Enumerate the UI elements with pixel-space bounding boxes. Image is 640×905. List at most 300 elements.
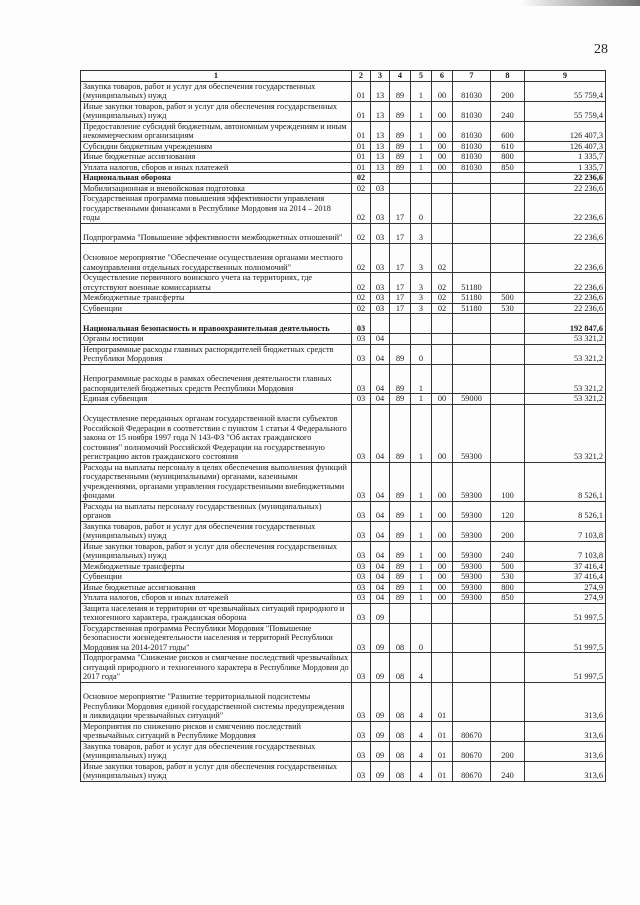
row-col-7: 59000 — [453, 394, 491, 405]
row-col-3: 04 — [371, 344, 390, 364]
row-name: Государственная программа повышения эффективности управления государственными финансами в Республике Мордовия на 2014 – 2018 годы — [81, 194, 352, 224]
row-col-3: 04 — [371, 501, 390, 521]
row-col-6 — [432, 653, 453, 683]
table-body — [81, 81, 606, 781]
row-col-6: 02 — [432, 243, 453, 273]
row-col-5: 1 — [411, 541, 432, 561]
row-col-8: 100 — [491, 462, 525, 501]
row-name: Субсидии бюджетным учреждениям — [81, 141, 352, 152]
row-col-8 — [491, 364, 525, 394]
row-col-3: 09 — [371, 761, 390, 781]
row-col-6: 00 — [432, 501, 453, 521]
table-row — [81, 141, 606, 152]
table-row — [81, 81, 606, 101]
row-col-4: 89 — [390, 141, 411, 152]
row-sum: 22 236,6 — [525, 173, 606, 184]
row-col-8: 850 — [491, 162, 525, 173]
row-col-7 — [453, 364, 491, 394]
row-col-5 — [411, 603, 432, 623]
row-col-3: 09 — [371, 653, 390, 683]
row-col-3: 04 — [371, 572, 390, 583]
row-sum: 8 526,1 — [525, 462, 606, 501]
row-col-5 — [411, 314, 432, 334]
row-col-3: 03 — [371, 194, 390, 224]
row-col-4: 89 — [390, 462, 411, 501]
table-row — [81, 223, 606, 243]
table-row — [81, 561, 606, 572]
row-sum: 53 321,2 — [525, 394, 606, 405]
row-sum: 55 759,4 — [525, 81, 606, 101]
row-col-6: 00 — [432, 541, 453, 561]
row-col-8 — [491, 243, 525, 273]
row-col-3: 03 — [371, 293, 390, 304]
row-col-6: 02 — [432, 293, 453, 304]
row-sum: 55 759,4 — [525, 101, 606, 121]
row-col-5: 4 — [411, 653, 432, 683]
row-col-2: 03 — [352, 334, 371, 345]
row-name: Иные закупки товаров, работ и услуг для обеспечения государственных (муниципальных) нужд — [81, 541, 352, 561]
row-col-7: 81030 — [453, 141, 491, 152]
row-col-4: 89 — [390, 364, 411, 394]
row-col-3: 09 — [371, 623, 390, 653]
row-col-5: 3 — [411, 243, 432, 273]
row-col-2: 03 — [352, 561, 371, 572]
row-col-7: 59300 — [453, 582, 491, 593]
row-name: Межбюджетные трансферты — [81, 561, 352, 572]
row-col-4: 17 — [390, 273, 411, 293]
row-col-5: 3 — [411, 293, 432, 304]
row-col-2: 03 — [352, 582, 371, 593]
row-sum: 1 335,7 — [525, 162, 606, 173]
row-name: Иные бюджетные ассигнования — [81, 152, 352, 163]
row-name: Основное мероприятие "Развитие территориальной подсистемы Республики Мордовия единой государственной системы предупреждения и ликвидации чрезвычайных ситуаций" — [81, 682, 352, 721]
row-col-2: 02 — [352, 293, 371, 304]
row-col-3: 04 — [371, 593, 390, 604]
row-col-4: 17 — [390, 243, 411, 273]
row-col-7: 59300 — [453, 561, 491, 572]
row-sum: 53 321,2 — [525, 344, 606, 364]
header-col-3: 3 — [371, 71, 390, 82]
row-col-4: 89 — [390, 121, 411, 141]
row-col-8: 120 — [491, 501, 525, 521]
row-col-8 — [491, 194, 525, 224]
row-col-4: 08 — [390, 761, 411, 781]
row-col-6: 00 — [432, 152, 453, 163]
row-col-8: 500 — [491, 561, 525, 572]
table-row — [81, 582, 606, 593]
table-row — [81, 364, 606, 394]
row-col-4: 89 — [390, 593, 411, 604]
row-col-8: 240 — [491, 541, 525, 561]
row-name: Основное мероприятие "Обеспечение осуществления органами местного самоуправления отдельных государственных полномочий" — [81, 243, 352, 273]
row-name: Непрограммные расходы главных распорядителей бюджетных средств Республики Мордовия — [81, 344, 352, 364]
row-col-8 — [491, 603, 525, 623]
row-col-2: 03 — [352, 623, 371, 653]
row-col-6 — [432, 314, 453, 334]
table-row — [81, 603, 606, 623]
row-col-7 — [453, 173, 491, 184]
row-col-6: 00 — [432, 462, 453, 501]
row-col-4: 89 — [390, 561, 411, 572]
row-col-5: 1 — [411, 593, 432, 604]
row-col-5: 4 — [411, 682, 432, 721]
row-sum: 126 407,3 — [525, 141, 606, 152]
header-col-6: 6 — [432, 71, 453, 82]
row-sum: 8 526,1 — [525, 501, 606, 521]
row-col-4: 89 — [390, 152, 411, 163]
table-row — [81, 682, 606, 721]
row-col-6: 00 — [432, 582, 453, 593]
table-row — [81, 243, 606, 273]
row-sum: 37 416,4 — [525, 572, 606, 583]
row-col-4: 89 — [390, 582, 411, 593]
row-col-5 — [411, 334, 432, 345]
row-col-2: 03 — [352, 344, 371, 364]
row-col-2: 03 — [352, 761, 371, 781]
row-col-6: 01 — [432, 741, 453, 761]
row-col-8: 240 — [491, 101, 525, 121]
page-number: 28 — [594, 42, 608, 57]
row-col-2: 01 — [352, 101, 371, 121]
row-col-8: 200 — [491, 521, 525, 541]
row-col-4 — [390, 603, 411, 623]
row-col-2: 03 — [352, 364, 371, 394]
row-col-2: 01 — [352, 152, 371, 163]
row-col-2: 02 — [352, 183, 371, 194]
row-name: Осуществление первичного воинского учета на территориях, где отсутствуют военные комиссариаты — [81, 273, 352, 293]
row-col-4: 17 — [390, 194, 411, 224]
row-col-7: 81030 — [453, 152, 491, 163]
row-col-7 — [453, 243, 491, 273]
row-col-8 — [491, 623, 525, 653]
row-col-3: 09 — [371, 741, 390, 761]
row-col-6: 00 — [432, 593, 453, 604]
row-col-6 — [432, 344, 453, 364]
row-sum: 1 335,7 — [525, 152, 606, 163]
row-col-7: 81030 — [453, 101, 491, 121]
row-col-2: 01 — [352, 121, 371, 141]
row-col-6: 00 — [432, 141, 453, 152]
row-col-6: 00 — [432, 81, 453, 101]
row-sum: 22 236,6 — [525, 243, 606, 273]
row-col-3: 03 — [371, 303, 390, 314]
row-col-6: 01 — [432, 761, 453, 781]
row-col-5: 1 — [411, 101, 432, 121]
row-sum: 51 997,5 — [525, 603, 606, 623]
row-col-7: 81030 — [453, 121, 491, 141]
header-col-1: 1 — [81, 71, 352, 82]
row-col-5: 1 — [411, 521, 432, 541]
row-col-5: 4 — [411, 721, 432, 741]
row-col-2: 03 — [352, 521, 371, 541]
row-col-4 — [390, 173, 411, 184]
row-col-6 — [432, 603, 453, 623]
row-col-6: 00 — [432, 521, 453, 541]
row-name: Национальная безопасность и правоохранительная деятельность — [81, 314, 352, 334]
row-col-7: 81030 — [453, 162, 491, 173]
row-name: Единая субвенция — [81, 394, 352, 405]
row-col-6: 00 — [432, 404, 453, 462]
table-header-row — [81, 71, 606, 82]
row-col-8: 240 — [491, 761, 525, 781]
row-col-3: 04 — [371, 364, 390, 394]
row-col-3: 13 — [371, 81, 390, 101]
row-sum: 313,6 — [525, 721, 606, 741]
row-col-2: 02 — [352, 173, 371, 184]
table-row — [81, 162, 606, 173]
row-col-5: 1 — [411, 582, 432, 593]
row-col-5: 1 — [411, 462, 432, 501]
table-row — [81, 721, 606, 741]
row-sum: 53 321,2 — [525, 334, 606, 345]
row-col-2: 03 — [352, 314, 371, 334]
row-col-3: 04 — [371, 561, 390, 572]
row-col-7: 59300 — [453, 572, 491, 583]
row-col-6: 02 — [432, 273, 453, 293]
row-sum: 22 236,6 — [525, 273, 606, 293]
row-col-5: 3 — [411, 303, 432, 314]
row-name: Закупка товаров, работ и услуг для обеспечения государственных (муниципальных) нужд — [81, 741, 352, 761]
row-name: Расходы на выплаты персоналу в целях обеспечения выполнения функций государственными (муниципальными) органами, казенными учреждениями, органами управления государственными внебюджетными фондами — [81, 462, 352, 501]
row-col-6: 01 — [432, 721, 453, 741]
row-col-6: 01 — [432, 682, 453, 721]
row-col-4: 89 — [390, 162, 411, 173]
row-col-3: 03 — [371, 243, 390, 273]
row-name: Уплата налогов, сборов и иных платежей — [81, 162, 352, 173]
row-col-4: 17 — [390, 303, 411, 314]
row-col-8: 610 — [491, 141, 525, 152]
scan-artifact — [520, 0, 640, 6]
row-col-7 — [453, 682, 491, 721]
row-sum: 274,9 — [525, 593, 606, 604]
row-name: Подпрограмма "Снижение рисков и смягчение последствий чрезвычайных ситуаций природного и техногенного характера в Республике Мордовия до 2017 года" — [81, 653, 352, 683]
row-col-7: 59300 — [453, 462, 491, 501]
row-col-4: 08 — [390, 653, 411, 683]
row-col-4: 89 — [390, 541, 411, 561]
row-sum: 22 236,6 — [525, 293, 606, 304]
row-col-6 — [432, 223, 453, 243]
row-col-7 — [453, 223, 491, 243]
table-row — [81, 101, 606, 121]
row-col-2: 03 — [352, 603, 371, 623]
row-sum: 22 236,6 — [525, 303, 606, 314]
row-col-4: 89 — [390, 572, 411, 583]
row-col-8: 200 — [491, 741, 525, 761]
row-col-2: 02 — [352, 273, 371, 293]
row-col-2: 03 — [352, 593, 371, 604]
row-col-8: 850 — [491, 593, 525, 604]
table-row — [81, 394, 606, 405]
row-col-7: 51180 — [453, 273, 491, 293]
table-row — [81, 334, 606, 345]
row-col-7: 80670 — [453, 741, 491, 761]
row-col-3: 09 — [371, 682, 390, 721]
row-col-3 — [371, 173, 390, 184]
table-row — [81, 121, 606, 141]
row-col-6 — [432, 623, 453, 653]
row-col-4 — [390, 183, 411, 194]
row-col-6: 00 — [432, 121, 453, 141]
header-col-8: 8 — [491, 71, 525, 82]
row-name: Защита населения и территории от чрезвычайных ситуаций природного и техногенного характера, гражданская оборона — [81, 603, 352, 623]
table-row — [81, 653, 606, 683]
row-col-5: 1 — [411, 394, 432, 405]
row-col-6 — [432, 194, 453, 224]
row-col-3: 04 — [371, 404, 390, 462]
row-col-5: 3 — [411, 273, 432, 293]
row-col-2: 03 — [352, 653, 371, 683]
row-col-4: 89 — [390, 404, 411, 462]
table-row — [81, 761, 606, 781]
row-sum: 37 416,4 — [525, 561, 606, 572]
row-col-4: 89 — [390, 501, 411, 521]
table-row — [81, 741, 606, 761]
row-col-6: 02 — [432, 303, 453, 314]
row-sum: 22 236,6 — [525, 223, 606, 243]
row-name: Иные закупки товаров, работ и услуг для обеспечения государственных (муниципальных) нужд — [81, 761, 352, 781]
row-col-7 — [453, 623, 491, 653]
row-sum: 192 847,6 — [525, 314, 606, 334]
row-col-2: 03 — [352, 394, 371, 405]
row-col-5: 1 — [411, 572, 432, 583]
row-name: Осуществление переданных органам государственной власти субъектов Российской Федерации в соответствии с пунктом 1 статьи 4 Федерального закона от 15 ноября 1997 года N 143-ФЗ "Об актах гражданского состояния" полномочий Российской Федерации на государственную регистрацию актов гражданского состояния — [81, 404, 352, 462]
table-row — [81, 152, 606, 163]
row-name: Закупка товаров, работ и услуг для обеспечения государственных (муниципальных) нужд — [81, 521, 352, 541]
row-col-3: 03 — [371, 273, 390, 293]
row-col-3: 13 — [371, 121, 390, 141]
row-col-7 — [453, 603, 491, 623]
row-col-3: 13 — [371, 152, 390, 163]
row-col-8 — [491, 314, 525, 334]
row-sum: 274,9 — [525, 582, 606, 593]
row-col-5: 4 — [411, 761, 432, 781]
row-sum: 22 236,6 — [525, 194, 606, 224]
row-sum: 126 407,3 — [525, 121, 606, 141]
budget-table — [80, 70, 606, 782]
row-col-2: 03 — [352, 682, 371, 721]
row-col-6 — [432, 173, 453, 184]
table-row — [81, 183, 606, 194]
row-col-3: 09 — [371, 603, 390, 623]
row-sum: 53 321,2 — [525, 404, 606, 462]
row-col-8: 800 — [491, 582, 525, 593]
row-col-7: 59300 — [453, 541, 491, 561]
row-col-6: 00 — [432, 572, 453, 583]
row-col-5: 0 — [411, 623, 432, 653]
row-col-2: 03 — [352, 572, 371, 583]
row-col-8 — [491, 223, 525, 243]
row-col-7 — [453, 194, 491, 224]
row-col-8 — [491, 394, 525, 405]
row-col-7: 59300 — [453, 521, 491, 541]
row-col-3: 04 — [371, 521, 390, 541]
row-col-8 — [491, 653, 525, 683]
header-col-9: 9 — [525, 71, 606, 82]
row-name: Субвенции — [81, 572, 352, 583]
row-col-8: 800 — [491, 152, 525, 163]
row-col-6: 00 — [432, 101, 453, 121]
row-col-4: 17 — [390, 223, 411, 243]
table-row — [81, 303, 606, 314]
row-col-6: 00 — [432, 162, 453, 173]
row-col-3: 09 — [371, 721, 390, 741]
row-name: Органы юстиции — [81, 334, 352, 345]
row-col-5: 1 — [411, 81, 432, 101]
row-col-2: 03 — [352, 404, 371, 462]
row-col-8: 530 — [491, 572, 525, 583]
row-col-8 — [491, 404, 525, 462]
table-row — [81, 314, 606, 334]
row-sum: 313,6 — [525, 682, 606, 721]
row-sum: 53 321,2 — [525, 364, 606, 394]
row-col-6: 00 — [432, 561, 453, 572]
row-col-2: 01 — [352, 141, 371, 152]
header-col-7: 7 — [453, 71, 491, 82]
table-row — [81, 173, 606, 184]
table-row — [81, 623, 606, 653]
row-col-5: 1 — [411, 404, 432, 462]
row-col-3: 04 — [371, 582, 390, 593]
row-col-7 — [453, 334, 491, 345]
row-col-5: 1 — [411, 561, 432, 572]
row-col-5: 1 — [411, 364, 432, 394]
row-col-3: 13 — [371, 141, 390, 152]
row-col-2: 02 — [352, 243, 371, 273]
row-name: Непрограммные расходы в рамках обеспечения деятельности главных распорядителей бюджетных средств Республики Мордовия — [81, 364, 352, 394]
row-col-4: 89 — [390, 81, 411, 101]
row-col-4 — [390, 334, 411, 345]
row-col-8: 530 — [491, 303, 525, 314]
row-col-7: 80670 — [453, 721, 491, 741]
row-col-6 — [432, 364, 453, 394]
row-sum: 7 103,8 — [525, 541, 606, 561]
row-col-8 — [491, 183, 525, 194]
row-col-8 — [491, 721, 525, 741]
row-col-5: 1 — [411, 162, 432, 173]
row-col-4: 08 — [390, 623, 411, 653]
row-col-3: 04 — [371, 462, 390, 501]
row-col-7: 80670 — [453, 761, 491, 781]
row-col-2: 03 — [352, 501, 371, 521]
row-name: Межбюджетные трансферты — [81, 293, 352, 304]
row-col-8 — [491, 334, 525, 345]
row-col-7: 51180 — [453, 303, 491, 314]
row-col-7 — [453, 183, 491, 194]
row-name: Уплата налогов, сборов и иных платежей — [81, 593, 352, 604]
row-col-3: 13 — [371, 101, 390, 121]
row-col-6 — [432, 334, 453, 345]
table-row — [81, 273, 606, 293]
row-col-5: 1 — [411, 152, 432, 163]
row-col-5 — [411, 183, 432, 194]
row-sum: 22 236,6 — [525, 183, 606, 194]
row-col-3: 03 — [371, 223, 390, 243]
row-col-4: 89 — [390, 394, 411, 405]
table-row — [81, 541, 606, 561]
row-col-4: 17 — [390, 293, 411, 304]
row-col-2: 01 — [352, 162, 371, 173]
row-col-7 — [453, 314, 491, 334]
row-col-4: 08 — [390, 721, 411, 741]
row-name: Мероприятия по снижению рисков и смягчению последствий чрезвычайных ситуаций в Республике Мордовия — [81, 721, 352, 741]
row-col-8 — [491, 273, 525, 293]
table-row — [81, 293, 606, 304]
row-col-7 — [453, 653, 491, 683]
row-col-5: 1 — [411, 121, 432, 141]
table-row — [81, 404, 606, 462]
row-col-3 — [371, 314, 390, 334]
table-row — [81, 593, 606, 604]
